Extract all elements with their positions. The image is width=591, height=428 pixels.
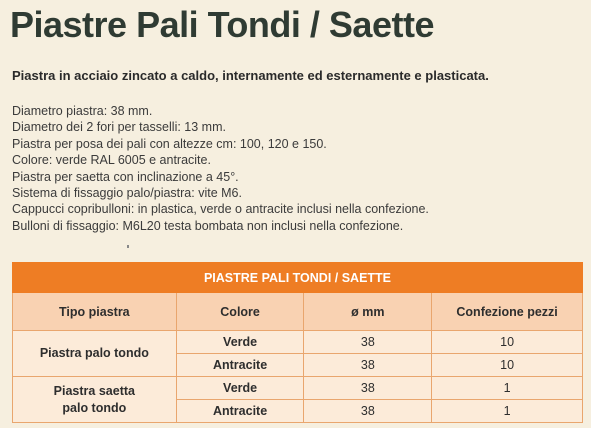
confezione-cell: 1 (432, 377, 583, 400)
tipo-piastra-cell (13, 377, 177, 423)
spec-line: Bulloni di fissaggio: M6L20 testa bombata non inclusi nella confezione. (12, 218, 404, 233)
spec-list (12, 103, 429, 234)
spec-line: Colore: verde RAL 6005 e antracite. (12, 153, 211, 168)
confezione-cell: 10 (432, 331, 583, 354)
diametro-cell: 38 (304, 400, 432, 423)
spec-line: Sistema di fissaggio palo/piastra: vite M6. (12, 186, 242, 201)
colore-cell: Antracite (176, 354, 304, 377)
column-header-colore: Colore (176, 293, 304, 331)
print-mark (127, 245, 129, 248)
table-row (13, 331, 583, 354)
spec-line: Diametro piastra: 38 mm. (12, 104, 153, 118)
tipo-piastra-name: Piastra palo tondo (39, 346, 149, 360)
table-row (13, 377, 583, 400)
confezione-cell: 1 (432, 400, 583, 423)
colore-cell: Antracite (176, 400, 304, 423)
column-header-tipo: Tipo piastra (13, 293, 177, 331)
diametro-cell: 38 (304, 377, 432, 400)
table-caption: PIASTRE PALI TONDI / SAETTE (13, 263, 583, 293)
column-header-diametro: ø mm (304, 293, 432, 331)
confezione-cell: 10 (432, 354, 583, 377)
product-table (12, 262, 583, 423)
tipo-piastra-cell (13, 331, 177, 377)
page-title: Piastre Pali Tondi / Saette (10, 4, 434, 45)
diametro-cell: 38 (304, 331, 432, 354)
spec-line: Cappucci copribulloni: in plastica, verde o antracite inclusi nella confezione. (12, 202, 429, 217)
tipo-piastra-name: palo tondo (62, 400, 127, 415)
colore-cell: Verde (176, 331, 304, 354)
spec-line: Diametro dei 2 fori per tasselli: 13 mm. (12, 120, 226, 135)
tipo-piastra-name: Piastra saetta (53, 383, 135, 398)
diametro-cell: 38 (304, 354, 432, 377)
product-subtitle: Piastra in acciaio zincato a caldo, internamente ed esternamente e plasticata. (12, 68, 489, 83)
spec-line: Piastra per saetta con inclinazione a 45°. (12, 169, 239, 184)
spec-line: Piastra per posa dei pali con altezze cm: 100, 120 e 150. (12, 136, 327, 151)
column-header-confezione: Confezione pezzi (432, 293, 583, 331)
colore-cell: Verde (176, 377, 304, 400)
